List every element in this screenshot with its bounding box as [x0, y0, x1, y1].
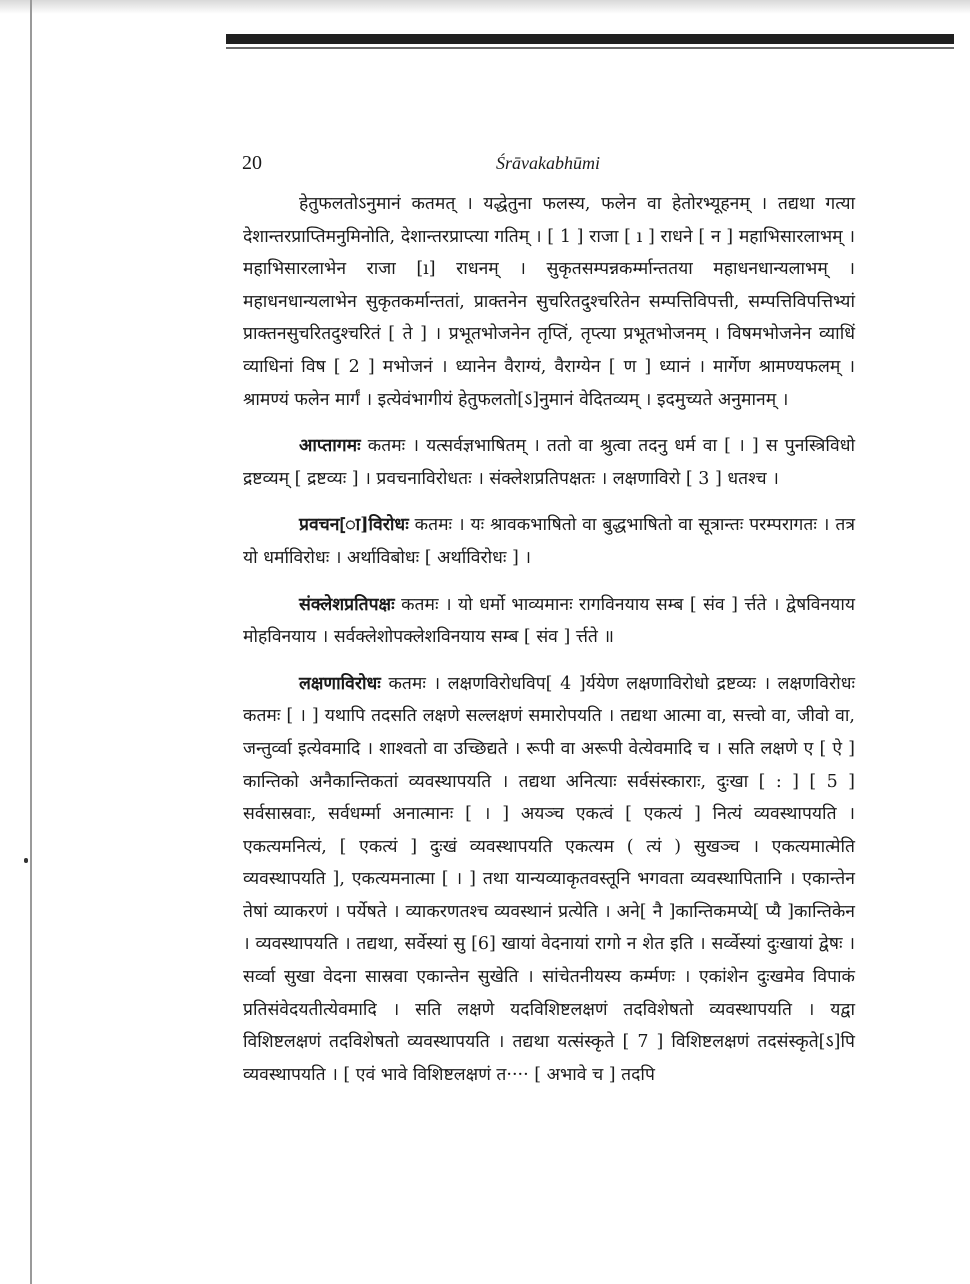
top-rule-thin: [226, 47, 954, 49]
paragraph-text: हेतुफलतोऽनुमानं कतमत् । यद्धेतुना फलस्य, फलेन वा हेतोरभ्यूहनम् । तद्यथा गत्या देशान्तरप्राप्तिमनुमिनोति, देशान्तरप्राप्त्या गतिम् । [ 1 ] राजा [ ı ] राधने [ न ] महाभिसारलाभम् । महाभिसारलाभेन राजा [ı] राधनम् । सुकृतसम्पन्नकर्म्मान्ततया महाधनधान्यलाभम् । महाधनधान्यलाभेन सुकृतकर्मान्ततां, प्राक्तनेन सुचरितदुश्चरितेन सम्पत्तिविपत्ती, सम्पत्तिविपत्तिभ्यां प्राक्तनसुचरितदुश्चरितं [ ते ] । प्रभूतभोजनेन तृप्तिं, तृप्त्या प्रभूतभोजनम् । विषमभोजनेन व्याधिं व्याधिनां विष [ 2 ] मभोजनं । ध्यानेन वैराग्यं, वैराग्येन [ ण ] ध्यानं । मार्गेण श्रामण्यफलम् । श्रामण्यं फलेन मार्गं । इत्येवंभागीयं हेतुफलतो[ऽ]नुमानं वेदितव्यम् । इदमुच्यते अनुमानम् ।: [243, 194, 855, 410]
scan-edge-top: [0, 0, 970, 14]
scan-mark: [24, 858, 28, 863]
paragraph-pravacanavirodha: [243, 509, 855, 574]
paragraph-text: कतमः । यत्सर्वज्ञभाषितम् । ततो वा श्रुत्वा तदनु धर्म वा [ । ] स पुनस्त्रिविधो द्रष्टव्यम् [ द्रष्टव्यः ] । प्रवचनाविरोधतः । संक्लेशप्रतिपक्षतः । लक्षणाविरो [ 3 ] धतश्च ।: [243, 436, 855, 489]
page-number: 20: [242, 152, 262, 174]
paragraph-lead: लक्षणाविरोधः: [299, 673, 381, 694]
top-rule: [226, 34, 954, 44]
paragraph-lakshana: [243, 668, 855, 1092]
paragraph-lead: प्रवचन[ा]विरोधः: [299, 515, 409, 536]
paragraph-text: कतमः । यः श्रावकभाषितो वा बुद्धभाषितो वा सूत्रान्तः परम्परागतः । तत्र यो धर्माविरोधः । अर्थाविबोधः [ अर्थाविरोधः ] ।: [243, 515, 855, 568]
paragraph-text: कतमः । लक्षणविरोधविप[ 4 ]र्ययेण लक्षणाविरोधो द्रष्टव्यः । लक्षणविरोधः कतमः [ । ] यथापि तदसति लक्षणे सल्लक्षणं समारोपयति । तद्यथा आत्मा वा, सत्त्वो वा, जीवो वा, जन्तुर्व्वा इत्येवमादि । शाश्वतो वा उच्छिद्यते । रूपी वा अरूपी वेत्येवमादि च । सति लक्षणे ए [ ऐ ] कान्तिको अनैकान्तिकतां व्यवस्थापयति । तद्यथा अनित्याः सर्वसंस्काराः, दुःखा [ : ] [ 5 ] सर्वसास्रवाः, सर्वधर्म्मा अनात्मानः [ । ] अयञ्च एकत्वं [ एकत्यं ] नित्यं व्यवस्थापयति । एकत्यमनित्यं, [ एकत्यं ] दुःखं व्यवस्थापयति एकत्यम ( त्यं ) सुखञ्च । एकत्यमात्मेति व्यवस्थापयति ], एकत्यमनात्मा [ । ] तथा यान्यव्याकृतवस्तूनि भगवता व्यवस्थापितानि । एकान्तेन तेषां व्याकरणं । पर्येषते । व्याकरणतश्च व्यवस्थानं प्रत्येति । अने[ नै ]कान्तिकमप्ये[ प्यै ]कान्तिकेन । व्यवस्थापयति । तद्यथा, सर्वेस्यां सु [6] खायां वेदनायां रागो न शेत इति । सर्व्वेस्यां दुःखायां द्वेषः । सर्व्वा सुखा वेदना सास्रवा एकान्तेन सुखेति । सांचेतनीयस्य कर्म्मणः । एकांशेन दुःखमेव विपाकं प्रतिसंवेदयतीत्येवमादि । सति लक्षणे यदविशिष्टलक्षणं तदविशेषतो व्यवस्थापयति । यद्वा विशिष्टलक्षणं तदविशेषतो व्यवस्थापयति । तद्यथा यत्संस्कृते [ 7 ] विशिष्टलक्षणं तदसंस्कृते[ऽ]पि व्यवस्थापयति । [ एवं भावे विशिष्टलक्षणं त···· [ अभावे च ] तदपि: [243, 673, 855, 1085]
paragraph-samklesha: [243, 589, 855, 654]
paragraph-hetuphala: [243, 188, 855, 416]
paragraph-aptagama: [243, 430, 855, 495]
paragraph-lead: संक्लेशप्रतिपक्षः: [299, 594, 395, 615]
scan-edge-left: [30, 0, 32, 1284]
paragraph-text: कतमः । यो धर्मो भाव्यमानः रागविनयाय सम्ब [ संव ] र्त्तते । द्वेषविनयाय मोहविनयाय । सर्वक्लेशोपक्लेशविनयाय सम्ब [ संव ] र्त्तते ॥: [243, 594, 855, 648]
running-head: Śrāvakabhūmi: [496, 153, 600, 173]
paragraph-lead: आप्तागमः: [299, 436, 361, 457]
body-text: [243, 188, 855, 1091]
